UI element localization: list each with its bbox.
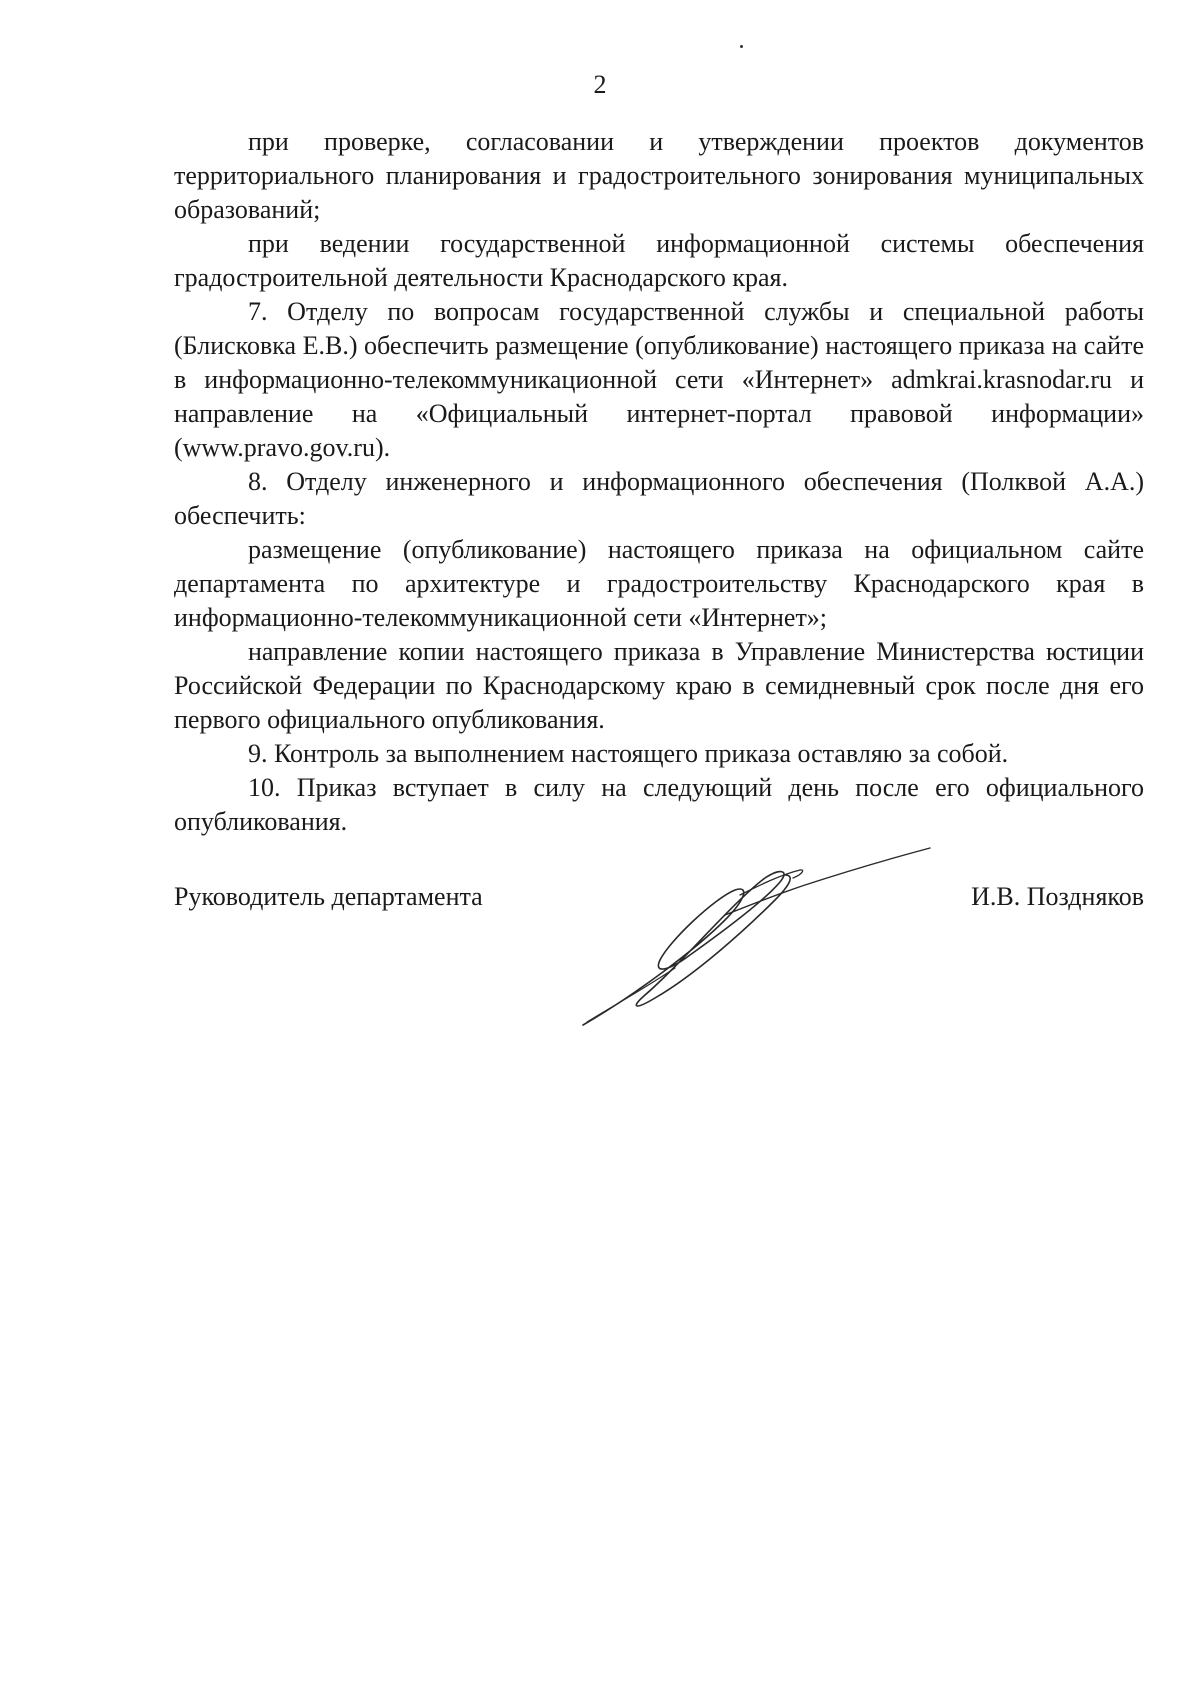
paragraph-7: 9. Контроль за выполнением настоящего приказа оставляю за собой. [248, 739, 1009, 768]
paragraph-1: при проверке, согласовании и утверждении проектов документов территориального планирования и градостроительного зонирования муниципальных образований; [174, 127, 1144, 224]
paragraph-8: 10. Приказ вступает в силу на следующий день после его официального опубликования. [174, 773, 1144, 836]
scan-artifact-dot [740, 45, 743, 48]
document-body [174, 125, 1144, 839]
paragraph-3: 7. Отделу по вопросам государственной службы и специальной работы (Блисковка Е.В.) обеспечить размещение (опубликование) настоящего приказа на сайте в информационно-телекоммуникационной сети «Интернет» admkrai.krasnodar.ru и направление на «Официальный интернет-портал правовой информации» (www.pravo.gov.ru). [174, 297, 1144, 462]
paragraph-2: при ведении государственной информационной системы обеспечения градостроительной деятельности Краснодарского края. [174, 229, 1144, 292]
handwritten-signature-icon [575, 830, 935, 1030]
signatory-name: И.В. Поздняков [971, 882, 1144, 911]
paragraph-6: направление копии настоящего приказа в Управление Министерства юстиции Российской Федерации по Краснодарскому краю в семидневный срок после дня его первого официального опубликования. [174, 637, 1144, 734]
page-number: 2 [593, 70, 607, 99]
paragraph-5: размещение (опубликование) настоящего приказа на официальном сайте департамента по архитектуре и градостроительству Краснодарского края в информационно-телекоммуникационной сети «Интернет»; [174, 535, 1144, 632]
signatory-position: Руководитель департамента [174, 882, 483, 911]
paragraph-4: 8. Отделу инженерного и информационного обеспечения (Полквой А.А.) обеспечить: [174, 467, 1144, 530]
